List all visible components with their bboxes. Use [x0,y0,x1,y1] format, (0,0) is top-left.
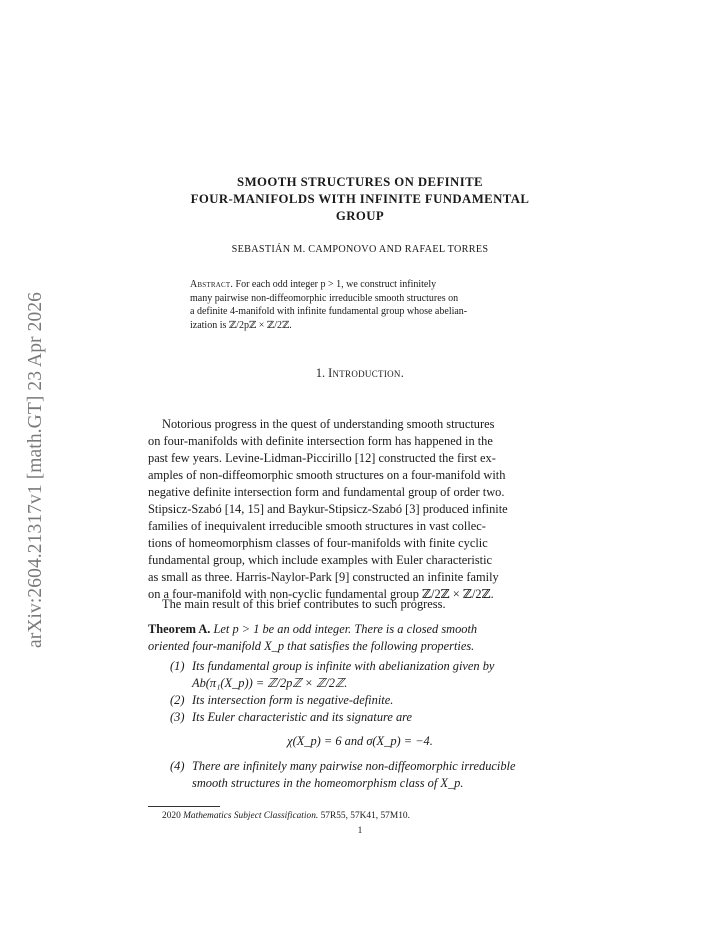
paragraph-line: amples of non-diffeomorphic smooth structures on a four-manifold with [148,468,506,482]
footnote-codes: 57R55, 57K41, 57M10. [320,811,410,821]
title-line: GROUP [335,209,385,223]
abstract [190,278,532,332]
author-list: SEBASTIÁN M. CAMPONOVO AND RAFAEL TORRES [231,244,489,255]
list-item-number: (2) [170,693,185,707]
abstract-label: Abstract. [190,279,234,290]
paragraph-line: negative definite intersection form and fundamental group of order two. [148,485,505,499]
theorem-statement [148,621,572,655]
list-item [170,658,572,692]
footnote-label: Mathematics Subject Classification. [183,811,319,821]
intro-paragraph [148,416,572,603]
abstract-line-1 [190,278,532,292]
footnote [162,811,410,821]
list-item-text: Its intersection form is negative-definite. [192,693,394,707]
main-result-sentence: The main result of this brief contributes to such progress. [162,597,446,611]
list-item-text: There are infinitely many pairwise non-diffeomorphic irreducible [192,759,516,773]
list-item-text: Its fundamental group is infinite with abelianization given by [192,659,495,673]
paragraph-line: Stipsicz-Szabó [14, 15] and Baykur-Stipsicz-Szabó [3] produced infinite [148,502,508,516]
display-equation: χ(X_p) = 6 and σ(X_p) = −4. [287,734,433,748]
section-number: 1. [315,366,326,380]
section-title: Introduction. [328,366,405,380]
page-number: 1 [357,826,363,836]
section-heading [148,366,572,381]
arxiv-identifier-stamp: arXiv:2604.21317v1 [math.GT] 23 Apr 2026 [25,291,46,649]
list-item-text: Ab(π₁(X_p)) = ℤ/2pℤ × ℤ/2ℤ. [192,676,348,690]
footnote-year: 2020 [162,811,181,821]
list-item-number: (1) [170,659,185,673]
abstract-text: For each odd integer p > 1, we construct infinitely [235,279,437,290]
theorem-label: Theorem A. [148,622,211,636]
paragraph-line: Notorious progress in the quest of understanding smooth structures [162,417,495,431]
paragraph-line: tions of homeomorphism classes of four-manifolds with finite cyclic [148,536,488,550]
title-line: SMOOTH STRUCTURES ON DEFINITE [237,175,483,189]
list-item-number: (4) [170,759,185,773]
paragraph-line: fundamental group, which include examples with Euler characteristic [148,553,493,567]
paper-title [148,174,572,225]
abstract-text: a definite 4-manifold with infinite fundamental group whose abelian- [190,306,468,317]
abstract-text: ization is ℤ/2pℤ × ℤ/2ℤ. [190,319,292,331]
paragraph-line: on four-manifolds with definite intersection form has happened in the [148,434,493,448]
list-item-text: smooth structures in the homeomorphism class of X_p. [192,776,464,790]
paragraph-line: families of inequivalent irreducible smooth structures in vast collec- [148,519,486,533]
list-item [170,692,572,709]
title-line: FOUR-MANIFOLDS WITH INFINITE FUNDAMENTAL [190,192,530,206]
list-item-number: (3) [170,710,185,724]
paragraph-line: past few years. Levine-Lidman-Piccirillo [12] constructed the first ex- [148,451,496,465]
paragraph-line: on a four-manifold with non-cyclic fundamental group ℤ/2ℤ × ℤ/2ℤ. [148,587,494,601]
theorem-text: oriented four-manifold X_p that satisfies the following properties. [148,639,475,653]
abstract-text: many pairwise non-diffeomorphic irreducible smooth structures on [190,292,459,304]
list-item [170,709,572,726]
list-item-text: Its Euler characteristic and its signature are [192,710,413,724]
paragraph-line: as small as three. Harris-Naylor-Park [9] constructed an infinite family [148,570,499,584]
list-item [170,758,572,792]
footnote-divider [148,806,220,807]
theorem-text: Let p > 1 be an odd integer. There is a closed smooth [213,622,478,636]
